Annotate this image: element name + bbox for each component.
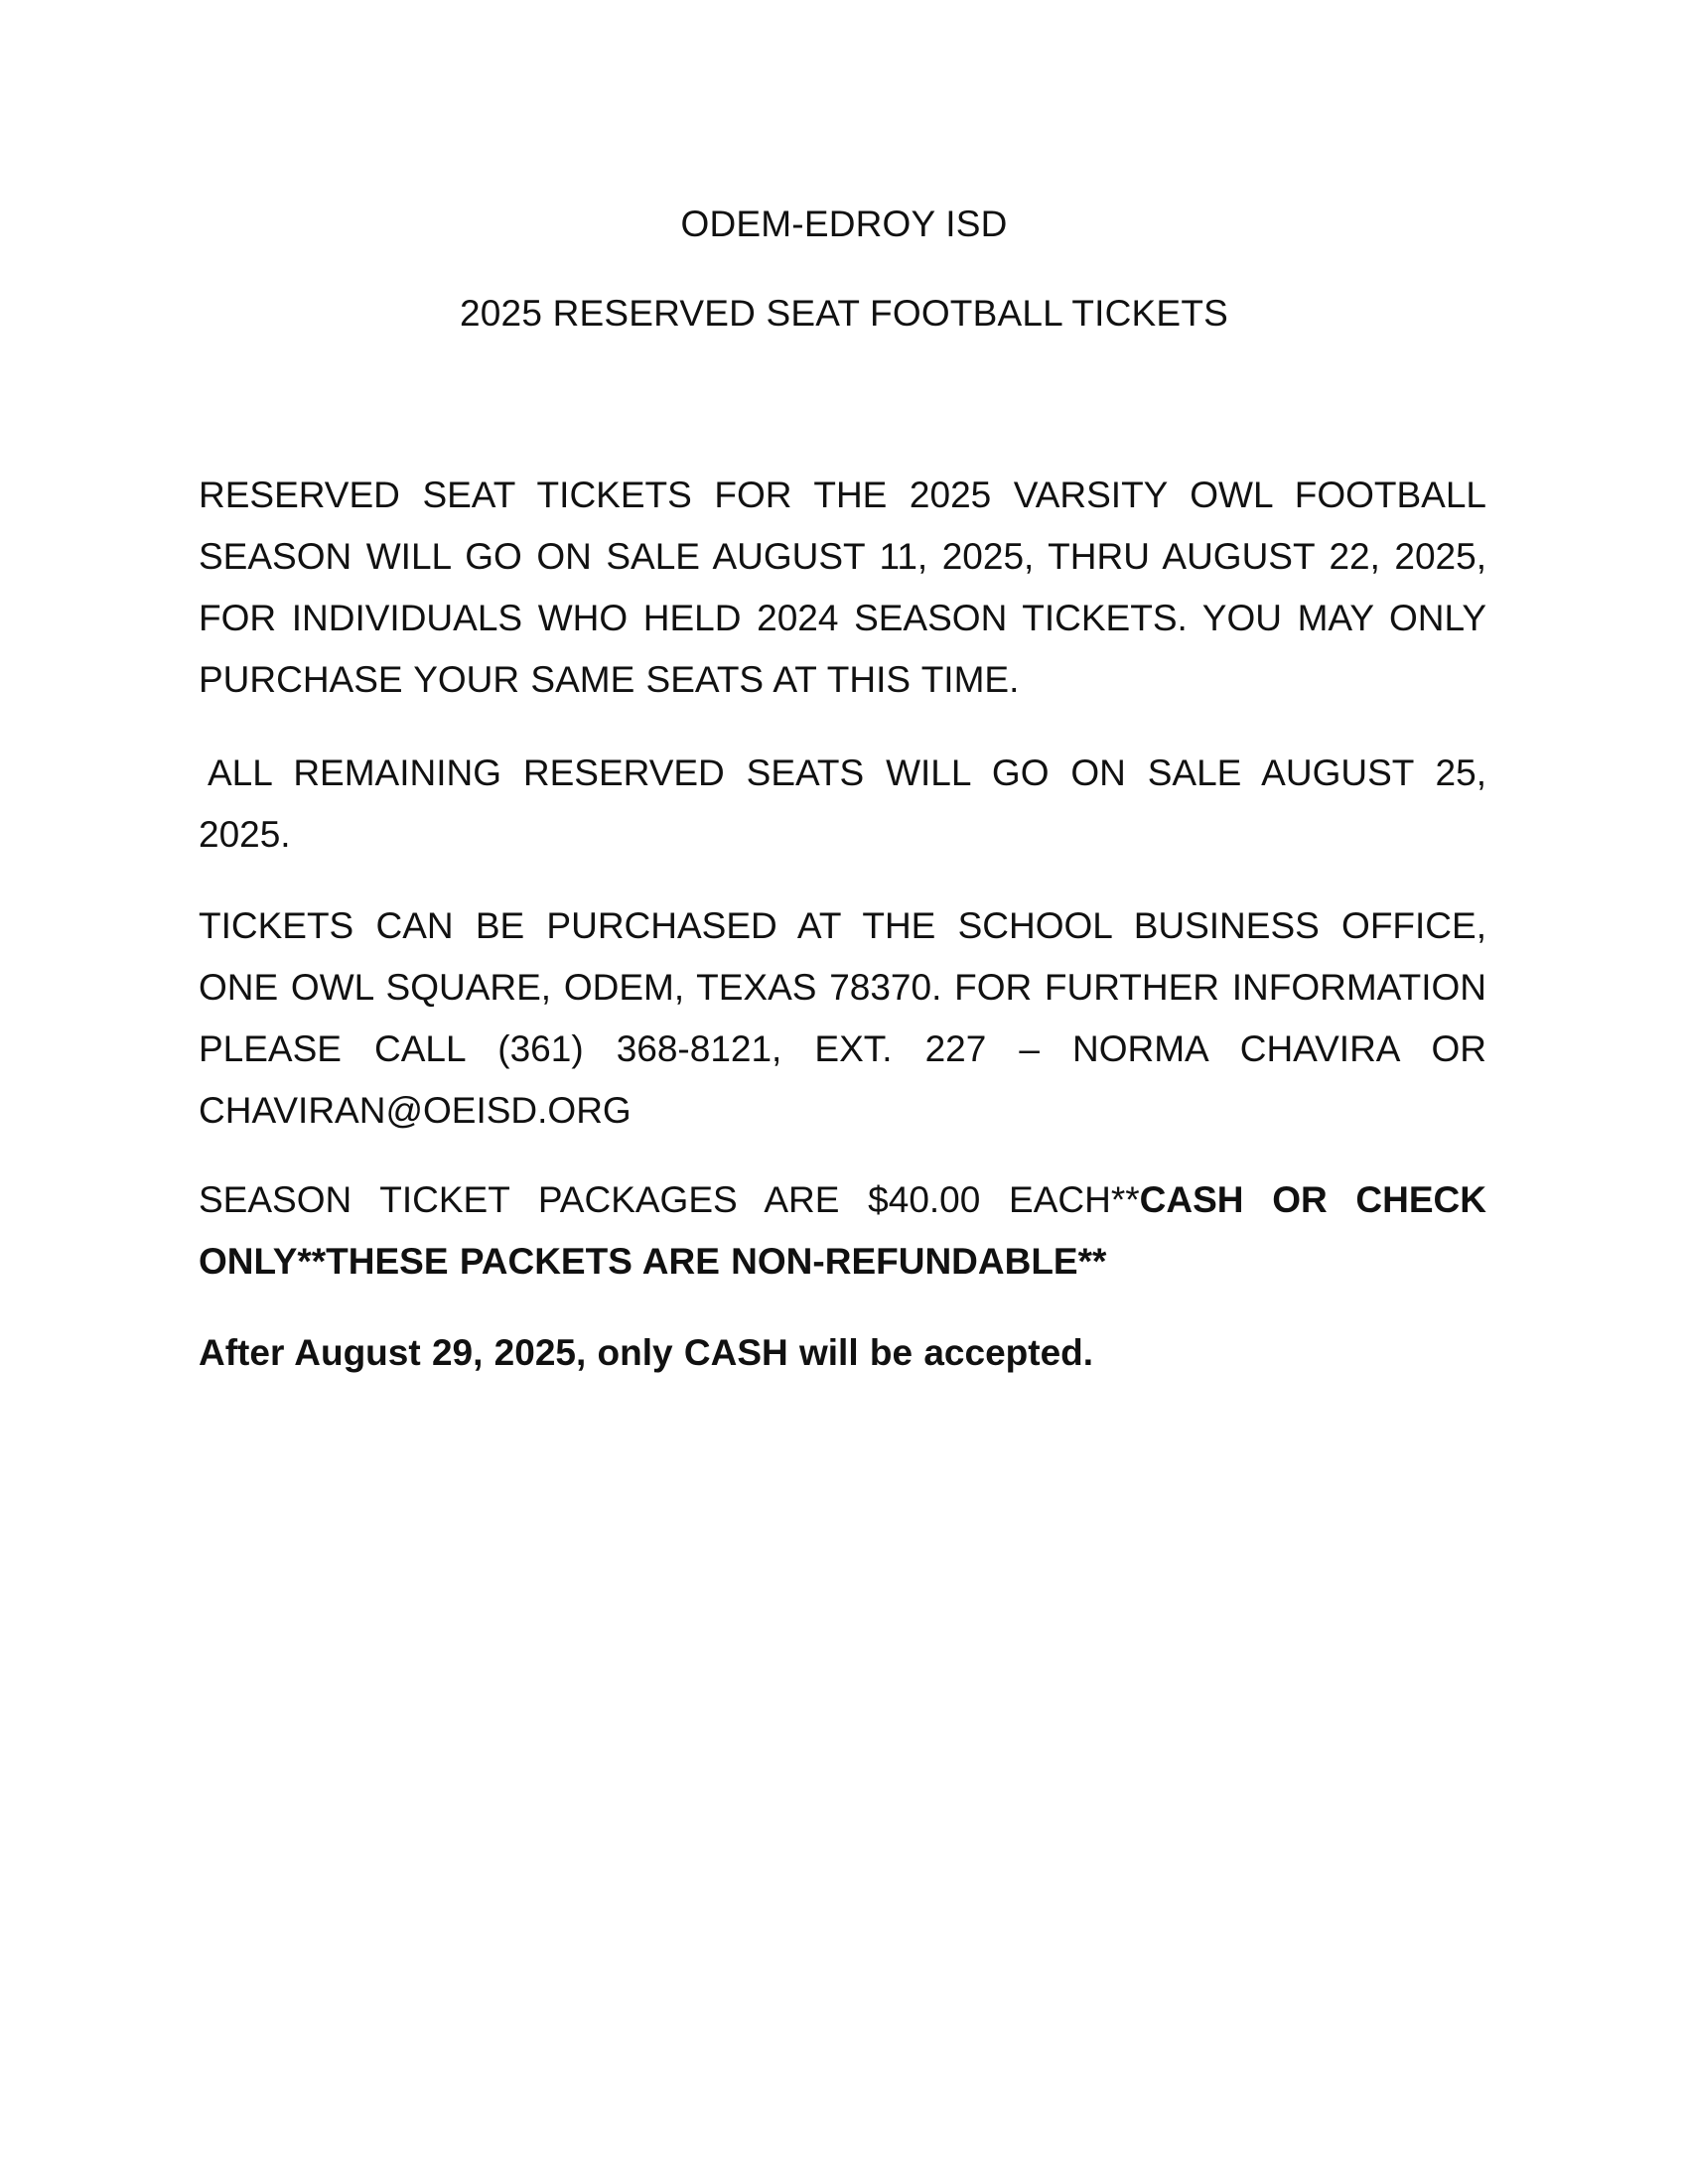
purchase-location-paragraph: TICKETS CAN BE PURCHASED AT THE SCHOOL BUSINESS OFFICE, ONE OWL SQUARE, ODEM, TEXAS 78370. FOR FURTHER INFORMATION PLEASE CALL (361) 368-8121, EXT. 227 – NORMA CHAVIRA OR CHAVIRAN@OEISD.ORG <box>199 905 1486 1131</box>
payment-terms-text: CASH OR CHECK ONLY**THESE PACKETS ARE NON-REFUNDABLE** <box>199 1179 1486 1282</box>
price-paragraph <box>199 1169 1486 1293</box>
price-text: SEASON TICKET PACKAGES ARE $40.00 EACH** <box>199 1179 1140 1220</box>
remaining-seats-paragraph: ALL REMAINING RESERVED SEATS WILL GO ON SALE AUGUST 25, 2025. <box>199 752 1486 855</box>
cash-only-notice: After August 29, 2025, only CASH will be accepted. <box>199 1332 1094 1373</box>
returning-holders-paragraph: RESERVED SEAT TICKETS FOR THE 2025 VARSITY OWL FOOTBALL SEASON WILL GO ON SALE AUGUST 11, 2025, THRU AUGUST 22, 2025, FOR INDIVIDUALS WHO HELD 2024 SEASON TICKETS. YOU MAY ONLY PURCHASE YOUR SAME SEATS AT THIS TIME. <box>199 475 1486 700</box>
district-name: ODEM-EDROY ISD <box>680 204 1008 244</box>
document-title: 2025 RESERVED SEAT FOOTBALL TICKETS <box>459 293 1228 334</box>
